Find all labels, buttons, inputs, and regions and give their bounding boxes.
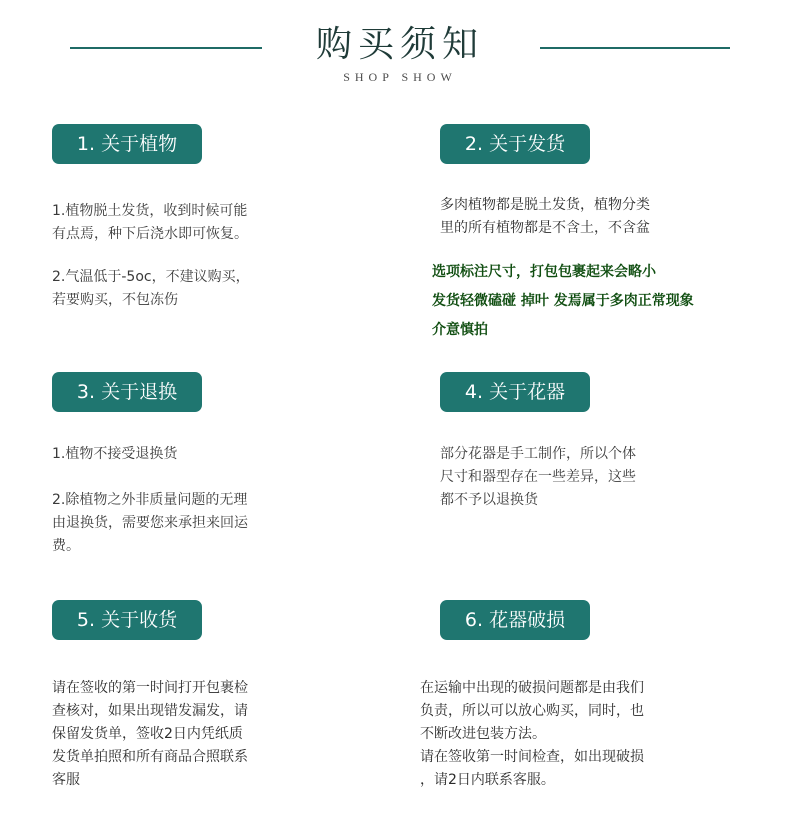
section-returns-paragraph-2: 2.除植物之外非质量问题的无理 由退换货，需要您来承担来回运 费。 bbox=[52, 492, 248, 554]
section-badge-plants: 1. 关于植物 bbox=[52, 124, 202, 164]
section-plants-paragraph-2: 2.气温低于-5oc，不建议购买， 若要购买，不包冻伤 bbox=[52, 269, 250, 308]
page-subtitle: SHOP SHOW bbox=[343, 70, 457, 84]
section-returns-paragraph-1: 1.植物不接受退换货 bbox=[52, 446, 178, 462]
section-badge-damage: 6. 花器破损 bbox=[440, 600, 590, 640]
section-damage-paragraph-1: 在运输中出现的破损问题都是由我们 负责，所以可以放心购买，同时，也 不断改进包装方法。 请在签收第一时间检查，如出现破损 ，请2日内联系客服。 bbox=[420, 680, 644, 788]
section-badge-returns: 3. 关于退换 bbox=[52, 372, 202, 412]
section-plants-paragraph-1: 1.植物脱土发货，收到时候可能 有点焉，种下后浇水即可恢复。 bbox=[52, 203, 248, 242]
section-badge-receiving: 5. 关于收货 bbox=[52, 600, 202, 640]
section-badge-pots: 4. 关于花器 bbox=[440, 372, 590, 412]
section-pots-paragraph-1: 部分花器是手工制作，所以个体 尺寸和器型存在一些差异，这些 都不予以退换货 bbox=[440, 446, 636, 508]
section-receiving-paragraph-1: 请在签收的第一时间打开包裹检 查核对，如果出现错发漏发，请 保留发货单，签收2日内凭纸质 发货单拍照和所有商品合照联系 客服 bbox=[52, 680, 248, 788]
section-shipping-highlight: 选项标注尺寸，打包包裹起来会略小 发货轻微磕碰 掉叶 发焉属于多肉正常现象 介意慎拍 bbox=[432, 264, 694, 338]
section-badge-shipping: 2. 关于发货 bbox=[440, 124, 590, 164]
section-shipping-paragraph-1: 多肉植物都是脱土发货，植物分类 里的所有植物都是不含土，不含盆 bbox=[440, 197, 650, 236]
page-title: 购买须知 bbox=[315, 24, 484, 65]
